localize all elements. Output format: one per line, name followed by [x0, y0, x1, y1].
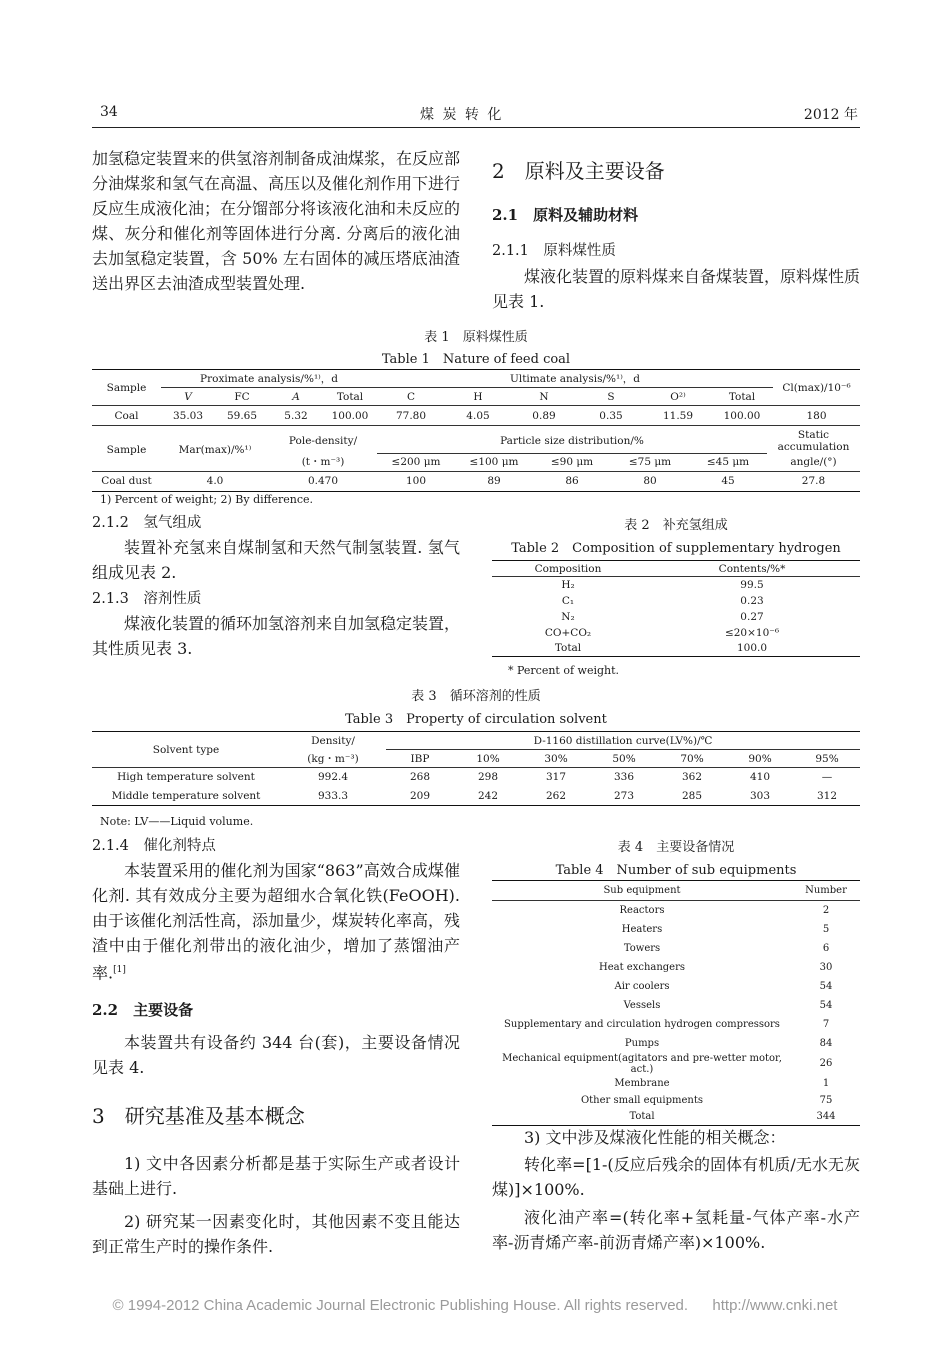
table-cell: 30 — [819, 961, 833, 973]
table-cell: Heaters — [621, 923, 663, 935]
table-cell: 242 — [477, 789, 499, 802]
table-header: ≤100 μm — [469, 456, 519, 468]
table-row — [492, 939, 860, 958]
table-cell: Towers — [623, 942, 661, 954]
table-cell: 11.59 — [662, 409, 694, 422]
body-paragraph: 3) 文中涉及煤液化性能的相关概念： — [524, 1128, 786, 1147]
table-cell: — — [821, 771, 833, 784]
table-cell: 273 — [613, 789, 635, 802]
table-cell: 0.89 — [532, 409, 556, 422]
table-cell: 268 — [409, 771, 431, 784]
table-cell: 209 — [409, 789, 431, 802]
table-cell: Total — [554, 642, 582, 655]
table-cell: 298 — [477, 771, 499, 784]
body-paragraph: 装置补充氢来自煤制氢和天然气制氢装置. 氢气组成见表 2. — [92, 538, 460, 582]
table-header: Proximate analysis/%¹⁾，d — [161, 370, 377, 388]
table-header: 95% — [815, 752, 839, 765]
table-cell: 54 — [819, 980, 833, 992]
table1-part2 — [92, 429, 860, 492]
table-cell: 0.470 — [307, 475, 339, 487]
table-cell: Mechanical equipment(agitators and pre-wetter motor, act.) — [502, 1052, 782, 1075]
table-header: IBP — [410, 752, 430, 765]
table-cell: C₁ — [561, 594, 575, 607]
table1 — [92, 369, 860, 426]
table-cell: 180 — [806, 409, 827, 422]
table-row — [492, 977, 860, 996]
body-paragraph: 2) 研究某一因素变化时，其他因素不变且能达到正常生产时的操作条件. — [92, 1212, 460, 1257]
table1-note: 1) Percent of weight; 2) By difference. — [100, 493, 314, 506]
table-cell: 336 — [613, 771, 635, 784]
table-header: Mar(max)/%¹⁾ — [161, 429, 269, 471]
page-number: 34 — [100, 104, 118, 120]
table-cell: 317 — [545, 771, 567, 784]
table3-caption-cn: 表 3 循环溶剂的性质 — [411, 689, 541, 704]
table-row — [492, 901, 860, 920]
table-cell: 6 — [822, 942, 830, 954]
table-cell: 992.4 — [317, 771, 349, 784]
table-cell: 5.32 — [284, 409, 308, 422]
table-cell: 84 — [819, 1037, 833, 1049]
table2-caption-en: Table 2 Composition of supplementary hydrogen — [511, 541, 841, 556]
table-cell: Vessels — [623, 999, 661, 1011]
table-cell: Total — [629, 1111, 655, 1123]
table-cell: 344 — [816, 1111, 836, 1123]
table-header: H — [473, 390, 483, 403]
table-row — [492, 641, 860, 657]
table-header: V — [184, 390, 192, 403]
table-cell: 5 — [822, 923, 830, 935]
table-header: ≤75 μm — [628, 456, 672, 468]
table-header: Total — [728, 390, 756, 403]
table-header: Number — [805, 885, 847, 896]
table-cell: Other small equipments — [580, 1094, 704, 1106]
table-header: Sample — [92, 370, 161, 406]
table-cell: 7 — [822, 1018, 830, 1030]
table-cell: 303 — [749, 789, 771, 802]
table-cell: 89 — [487, 475, 501, 487]
table3-note: Note: LV——Liquid volume. — [100, 815, 254, 828]
table-cell: 285 — [681, 789, 703, 802]
table-header: 30% — [544, 752, 568, 765]
table-cell: 410 — [749, 771, 771, 784]
subsubsection-heading: 2.1.3 溶剂性质 — [92, 591, 202, 607]
table-row — [492, 1092, 860, 1109]
table-header: (t・m⁻³) — [301, 456, 345, 469]
table-cell: Coal dust — [101, 475, 152, 487]
citation[interactable]: [1] — [113, 965, 126, 975]
table-row — [492, 625, 860, 641]
table-header: 10% — [476, 752, 500, 765]
table-header: 70% — [680, 752, 704, 765]
table2 — [492, 560, 860, 657]
subsection-heading: 2.1 原料及辅助材料 — [492, 206, 639, 224]
table-header: FC — [234, 390, 250, 403]
table-row — [492, 593, 860, 609]
table-row — [492, 958, 860, 977]
table-header: Particle size distribution/% — [377, 429, 767, 453]
table4 — [492, 880, 860, 1126]
table-header: Cl(max)/10⁻⁶ — [773, 370, 860, 406]
table-row — [92, 768, 860, 787]
table-row — [492, 1034, 860, 1053]
table-header: A — [292, 390, 300, 403]
body-paragraph: 煤液化装置的原料煤来自备煤装置，原料煤性质见表 1. — [492, 267, 861, 311]
table-header: Total — [336, 390, 364, 403]
table-cell: H₂ — [561, 578, 575, 591]
table-cell: Supplementary and circulation hydrogen compressors — [504, 1018, 780, 1030]
section-heading: 2 原料及主要设备 — [492, 159, 665, 183]
table-header: Sample — [92, 429, 161, 471]
table-cell: 0.23 — [740, 594, 764, 607]
table-header: ≤200 μm — [391, 456, 441, 468]
section-heading: 3 研究基准及基本概念 — [92, 1104, 305, 1129]
table-cell: 100.00 — [723, 409, 761, 422]
table-cell: 362 — [681, 771, 703, 784]
table-cell: 77.80 — [395, 409, 427, 422]
table-header: 90% — [748, 752, 772, 765]
table-row — [92, 406, 860, 426]
footer-copyright: © 1994-2012 China Academic Journal Electronic Publishing House. All rights reserved. — [112, 1297, 689, 1314]
table-cell: 59.65 — [226, 409, 258, 422]
table-cell: 100.0 — [736, 642, 768, 655]
table-row — [492, 996, 860, 1015]
table-row — [492, 609, 860, 625]
table-cell: High temperature solvent — [117, 771, 255, 784]
table-cell: 35.03 — [172, 409, 204, 422]
subsubsection-heading: 2.1.1 原料煤性质 — [492, 243, 616, 259]
table-row — [92, 471, 860, 491]
table-cell: 262 — [545, 789, 567, 802]
table-row — [492, 1075, 860, 1092]
subsubsection-heading: 2.1.2 氢气组成 — [92, 515, 202, 531]
table-cell: 86 — [565, 475, 579, 487]
table-cell: 933.3 — [317, 789, 349, 802]
subsection-heading: 2.2 主要设备 — [92, 1001, 194, 1020]
table-cell: 100.00 — [331, 409, 369, 422]
table-header: 50% — [612, 752, 636, 765]
table-header: N — [539, 390, 549, 403]
table-cell: 0.35 — [599, 409, 623, 422]
table-header: O²⁾ — [670, 390, 686, 403]
table-cell: 27.8 — [801, 475, 826, 487]
table-cell: Middle temperature solvent — [111, 789, 261, 802]
table-cell: Air coolers — [614, 980, 670, 992]
table-header: (kg・m⁻³) — [307, 752, 359, 765]
table-cell: 99.5 — [740, 578, 764, 591]
body-paragraph: 液化油产率=(转化率+氢耗量-气体产率-水产率-沥青烯产率-前沥青烯产率)×100%. — [492, 1208, 860, 1252]
table3-caption-en: Table 3 Property of circulation solvent — [345, 712, 607, 727]
table-cell: CO+CO₂ — [544, 626, 592, 639]
table-cell: 26 — [819, 1058, 833, 1069]
body-paragraph: 本装置共有设备约 344 台(套)，主要设备情况见表 4. — [92, 1033, 460, 1078]
table-cell: 100 — [405, 475, 427, 487]
table-cell: 54 — [819, 999, 833, 1011]
body-paragraph: 加氢稳定装置来的供氢溶剂制备成油煤浆，在反应部分油煤浆和氢气在高温、高压以及催化剂作用下进行反应生成液化油；在分馏部分将该液化油和未反应的煤、灰分和催化剂等固体进行分离. 分离后的液化油去加氢稳定装置，含 50% 左右固体的减压塔底油渣送出界区去油渣成型装置处理. — [92, 149, 461, 293]
subsubsection-heading: 2.1.4 催化剂特点 — [92, 838, 216, 854]
table-cell: 2 — [822, 904, 830, 916]
table-cell: Membrane — [614, 1077, 670, 1089]
table1-caption-en: Table 1 Nature of feed coal — [381, 352, 571, 367]
table-cell: 4.05 — [466, 409, 490, 422]
table2-caption-cn: 表 2 补充氢组成 — [624, 518, 728, 533]
table-header: S — [607, 390, 615, 403]
table-header: Pole-density/ — [288, 435, 358, 447]
table-header: Contents/%* — [718, 562, 786, 575]
table-cell: 1 — [822, 1077, 830, 1089]
table-cell: 4.0 — [206, 475, 224, 487]
table-cell: Coal — [114, 409, 139, 422]
table-header: angle/(°) — [790, 455, 837, 468]
table-cell: 75 — [819, 1094, 833, 1106]
table-header: Density/ — [311, 734, 355, 747]
year: 2012 年 — [803, 107, 858, 123]
body-paragraph: 1) 文中各因素分析都是基于实际生产或者设计基础上进行. — [92, 1154, 460, 1199]
table-header: Ultimate analysis/%¹⁾，d — [377, 370, 773, 388]
table2-note: * Percent of weight. — [508, 664, 620, 677]
table-cell: 45 — [721, 475, 735, 487]
table-row — [492, 1053, 860, 1075]
table-cell: Heat exchangers — [598, 961, 686, 973]
table1-caption-cn: 表 1 原料煤性质 — [424, 330, 528, 345]
table-row — [492, 577, 860, 593]
table-header: Composition — [534, 562, 602, 575]
table-header: C — [406, 390, 416, 403]
footer-url[interactable]: http://www.cnki.net — [712, 1297, 838, 1314]
table-header: Sub equipment — [603, 885, 681, 896]
table-row — [92, 787, 860, 806]
table-cell: 312 — [816, 789, 838, 802]
footer — [0, 1297, 950, 1314]
table-header: ≤45 μm — [706, 456, 750, 468]
table-cell: Reactors — [619, 904, 665, 916]
table-header: ≤90 μm — [550, 456, 594, 468]
table-row — [492, 1109, 860, 1126]
body-paragraph — [92, 858, 460, 985]
body-paragraph: 转化率=[1-(反应后残余的固体有机质/无水无灰煤)]×100%. — [492, 1155, 860, 1199]
table-header: Static accumulation — [777, 429, 850, 453]
table-cell: 80 — [643, 475, 657, 487]
body-paragraph: 煤液化装置的循环加氢溶剂来自加氢稳定装置，其性质见表 3. — [92, 614, 461, 658]
table4-caption-en: Table 4 Number of sub equipments — [555, 863, 797, 878]
table4-caption-cn: 表 4 主要设备情况 — [617, 840, 735, 855]
table-cell: N₂ — [561, 610, 575, 623]
paragraph-text: 本装置采用的催化剂为国家“863”高效合成煤催化剂. 其有效成分主要为超细水合氧化铁(FeOOH). 由于该催化剂活性高，添加量少，煤炭转化率高，残渣中由于催化剂带出的液化油少，增加了蒸馏油产率. — [92, 861, 461, 983]
header-rule — [92, 127, 860, 128]
table-row — [492, 920, 860, 939]
table-row — [492, 1015, 860, 1034]
table-cell: 0.27 — [740, 610, 764, 623]
table-header: D-1160 distillation curve(LV%)/℃ — [386, 732, 860, 750]
table3 — [92, 731, 860, 806]
journal-title: 煤 炭 转 化 — [420, 107, 504, 123]
table-header: Solvent type — [92, 732, 280, 768]
table-cell: ≤20×10⁻⁶ — [724, 626, 780, 639]
table-cell: Pumps — [624, 1037, 660, 1049]
